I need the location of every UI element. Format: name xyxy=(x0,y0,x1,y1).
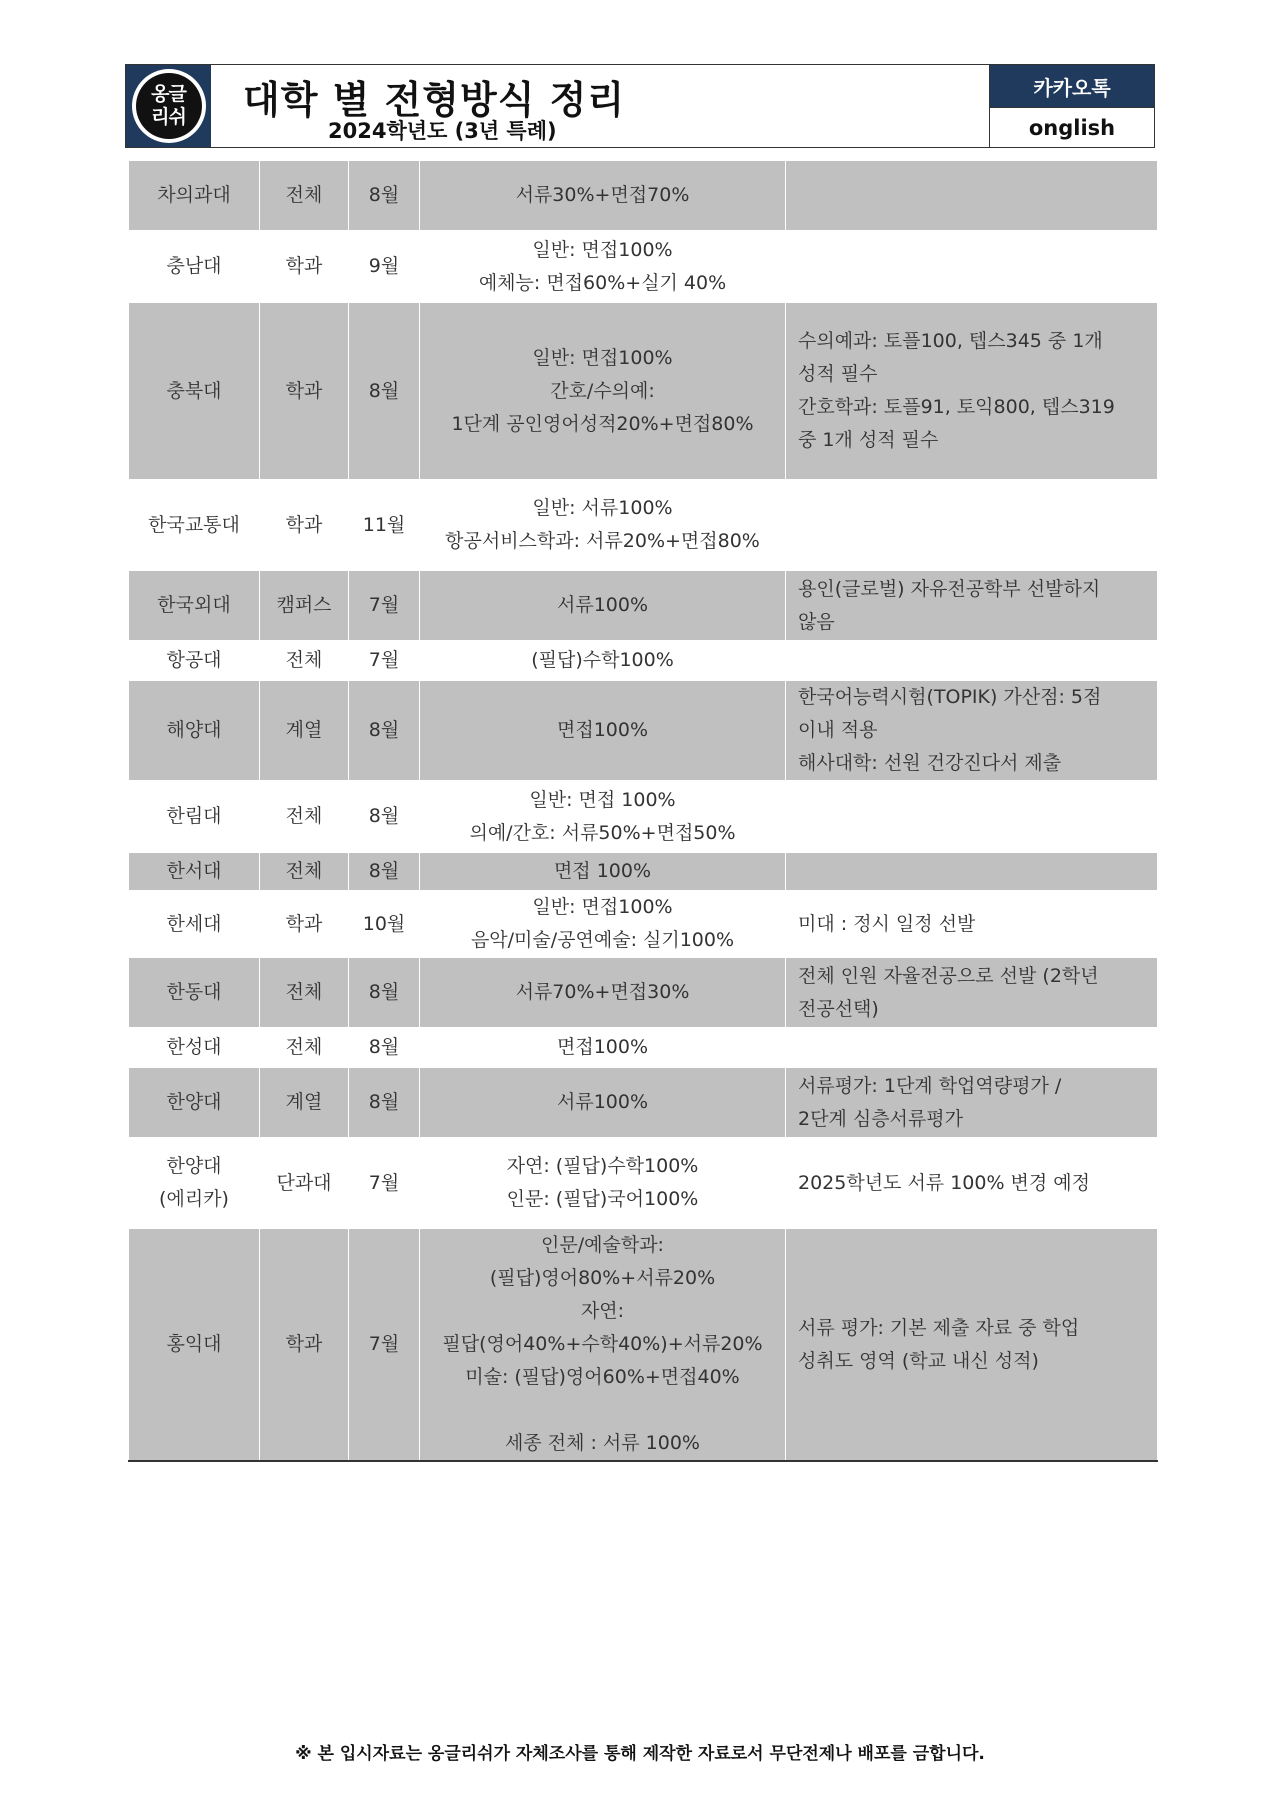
cell-method-line: 항공서비스학과: 서류20%+면접80% xyxy=(445,530,760,552)
cell-university-line: 한국교통대 xyxy=(148,513,240,536)
cell-university-line: 충북대 xyxy=(166,379,222,402)
cell-note-line: 중 1개 성적 필수 xyxy=(798,429,939,451)
page-subtitle: 2024학년도 (3년 특례) xyxy=(328,119,557,143)
cell-note-line: 간호학과: 토플91, 토익800, 텝스319 xyxy=(798,396,1115,418)
cell-month xyxy=(349,681,420,781)
cell-note xyxy=(786,891,1158,958)
cell-method-line: 일반: 면접 100% xyxy=(529,788,676,811)
table-row xyxy=(129,231,1158,303)
cell-unit xyxy=(260,231,349,303)
cell-method-line: 자연: xyxy=(580,1300,625,1322)
table-row xyxy=(129,681,1158,781)
cell-month xyxy=(349,161,420,231)
cell-university-line: 한성대 xyxy=(166,1036,222,1058)
cell-unit xyxy=(260,480,349,571)
cell-university xyxy=(129,1229,260,1462)
cell-note xyxy=(786,161,1158,231)
cell-method-line: 서류70%+면접30% xyxy=(515,981,690,1003)
cell-unit-text: 학과 xyxy=(285,255,323,277)
cell-month-text: 8월 xyxy=(368,379,400,402)
cell-month-text: 9월 xyxy=(368,255,400,277)
cell-university-line: 항공대 xyxy=(166,649,222,671)
cell-note xyxy=(786,1229,1158,1462)
cell-month-text: 8월 xyxy=(368,860,400,882)
logo xyxy=(132,69,206,143)
cell-method-line: 세종 전체 : 서류 100% xyxy=(504,1432,700,1454)
cell-university xyxy=(129,781,260,853)
cell-note-line: 성적 필수 xyxy=(798,363,878,385)
cell-method xyxy=(420,1028,786,1068)
cell-unit-text: 계열 xyxy=(285,1091,323,1113)
logo-mark xyxy=(136,73,202,139)
cell-method-line: 필답(영어40%+수학40%)+서류20% xyxy=(442,1333,763,1355)
cell-unit-text: 전체 xyxy=(285,860,323,882)
cell-note xyxy=(786,853,1158,891)
cell-unit-text: 학과 xyxy=(285,1333,323,1355)
cell-method-line: (필답)수학100% xyxy=(531,649,674,671)
cell-month xyxy=(349,480,420,571)
cell-month xyxy=(349,1229,420,1462)
copyright-notice: ※ 본 입시자료는 옹글리쉬가 자체조사를 통해 제작한 자료로서 무단전제나 배포를 금합니다. xyxy=(295,1744,985,1764)
cell-note xyxy=(786,781,1158,853)
cell-unit-text: 전체 xyxy=(285,649,323,671)
cell-method-line xyxy=(428,1394,777,1427)
cell-method-line: 의예/간호: 서류50%+면접50% xyxy=(469,821,736,844)
cell-month xyxy=(349,891,420,958)
cell-method-line: 미술: (필답)영어60%+면접40% xyxy=(465,1366,740,1388)
cell-university xyxy=(129,853,260,891)
table-row xyxy=(129,161,1158,231)
cell-note-line: 해사대학: 선원 건강진다서 제출 xyxy=(798,752,1062,774)
cell-university-line: 한양대 xyxy=(166,1091,222,1113)
cell-note xyxy=(786,231,1158,303)
logo-line-1: 옹글 xyxy=(151,83,186,105)
table-row xyxy=(129,891,1158,958)
cell-note-line: 2단계 심층서류평가 xyxy=(798,1107,963,1130)
cell-method-line: 일반: 서류100% xyxy=(532,497,673,519)
cell-method-line: 서류100% xyxy=(556,1091,649,1113)
table-row xyxy=(129,480,1158,571)
cell-university-line: 해양대 xyxy=(166,719,222,741)
cell-month-text: 8월 xyxy=(368,719,400,741)
cell-month xyxy=(349,1028,420,1068)
cell-unit-text: 학과 xyxy=(285,379,323,402)
cell-method-line: 면접100% xyxy=(556,1036,649,1058)
admission-table xyxy=(128,160,1158,1462)
cell-university xyxy=(129,571,260,641)
cell-month-text: 7월 xyxy=(368,1171,400,1194)
cell-unit xyxy=(260,303,349,480)
cell-unit xyxy=(260,1138,349,1229)
cell-unit-text: 계열 xyxy=(285,719,323,741)
page-title: 대학 별 전형방식 정리 xyxy=(243,78,626,122)
cell-unit-text: 캠퍼스 xyxy=(276,594,332,616)
cell-note-line: 전체 인원 자율전공으로 선발 (2학년 xyxy=(798,964,1099,987)
cell-unit-text: 단과대 xyxy=(276,1171,332,1194)
cell-month-text: 7월 xyxy=(368,1333,400,1355)
cell-university-line: (에리카) xyxy=(159,1188,229,1210)
cell-month xyxy=(349,1138,420,1229)
cell-method xyxy=(420,571,786,641)
cell-method xyxy=(420,641,786,681)
cell-university-line: 한서대 xyxy=(166,860,222,882)
cell-method-line: 음악/미술/공연예술: 실기100% xyxy=(470,929,735,951)
cell-unit xyxy=(260,853,349,891)
cell-method-line: 일반: 면접100% xyxy=(532,238,673,261)
cell-month xyxy=(349,571,420,641)
cell-method-line: 1단계 공인영어성적20%+면접80% xyxy=(451,412,754,435)
cell-university-line: 한세대 xyxy=(166,912,222,935)
cell-month-text: 7월 xyxy=(368,649,400,671)
table-body xyxy=(129,161,1158,1462)
cell-university xyxy=(129,161,260,231)
cell-method-line: 서류30%+면접70% xyxy=(515,184,690,206)
cell-note-line: 않음 xyxy=(798,610,835,633)
cell-month-text: 11월 xyxy=(362,513,406,536)
cell-university-line: 홍익대 xyxy=(166,1333,222,1355)
cell-university xyxy=(129,303,260,480)
cell-note-line: 전공선택) xyxy=(798,997,879,1020)
cell-method xyxy=(420,231,786,303)
cell-unit xyxy=(260,958,349,1028)
table-row xyxy=(129,1229,1158,1462)
table-row xyxy=(129,641,1158,681)
cell-note-line: 2025학년도 서류 100% 변경 예정 xyxy=(798,1171,1091,1194)
cell-method xyxy=(420,480,786,571)
cell-month-text: 8월 xyxy=(368,1091,400,1113)
cell-university xyxy=(129,641,260,681)
cell-unit-text: 전체 xyxy=(285,981,323,1003)
cell-month xyxy=(349,303,420,480)
cell-note xyxy=(786,1138,1158,1229)
cell-month xyxy=(349,958,420,1028)
cell-university-line: 한양대 xyxy=(166,1155,222,1177)
cell-method xyxy=(420,1068,786,1138)
cell-university-line: 충남대 xyxy=(166,255,222,277)
cell-unit xyxy=(260,641,349,681)
cell-method-line: 서류100% xyxy=(556,594,649,616)
cell-method-line: 인문/예술학과: xyxy=(541,1234,664,1256)
cell-note xyxy=(786,958,1158,1028)
cell-university xyxy=(129,891,260,958)
cell-note-line: 서류평가: 1단계 학업역량평가 / xyxy=(798,1074,1062,1097)
table-row xyxy=(129,303,1158,480)
cell-unit xyxy=(260,161,349,231)
cell-note-line: 용인(글로벌) 자유전공학부 선발하지 xyxy=(798,577,1101,600)
cell-month xyxy=(349,853,420,891)
cell-university-line: 한국외대 xyxy=(157,594,231,616)
cell-method xyxy=(420,1229,786,1462)
cell-university xyxy=(129,1068,260,1138)
cell-method xyxy=(420,891,786,958)
cell-unit-text: 학과 xyxy=(285,912,323,935)
table-row xyxy=(129,853,1158,891)
cell-unit xyxy=(260,1028,349,1068)
cell-method-line: 간호/수의예: xyxy=(550,379,655,402)
table-row xyxy=(129,1138,1158,1229)
cell-method-line: 예체능: 면접60%+실기 40% xyxy=(478,271,727,294)
cell-note xyxy=(786,681,1158,781)
cell-unit xyxy=(260,891,349,958)
table-row xyxy=(129,958,1158,1028)
cell-note xyxy=(786,1068,1158,1138)
table-row xyxy=(129,571,1158,641)
cell-note xyxy=(786,1028,1158,1068)
kakao-label: 카카오톡 xyxy=(990,65,1154,107)
kakao-id: onglish xyxy=(990,107,1154,147)
cell-month-text: 8월 xyxy=(368,184,400,206)
cell-note xyxy=(786,641,1158,681)
cell-month-text: 10월 xyxy=(362,912,406,935)
cell-month xyxy=(349,231,420,303)
cell-method xyxy=(420,681,786,781)
cell-university-line: 차의과대 xyxy=(157,184,231,206)
cell-method xyxy=(420,303,786,480)
cell-note-line: 성취도 영역 (학교 내신 성적) xyxy=(798,1349,1039,1372)
cell-unit xyxy=(260,1068,349,1138)
cell-unit xyxy=(260,571,349,641)
cell-university xyxy=(129,480,260,571)
contact-box xyxy=(989,65,1154,147)
cell-note-line: 서류 평가: 기본 제출 자료 중 학업 xyxy=(798,1316,1080,1339)
cell-university xyxy=(129,1138,260,1229)
cell-university-line: 한림대 xyxy=(166,805,222,827)
cell-note xyxy=(786,571,1158,641)
cell-university xyxy=(129,1028,260,1068)
cell-unit-text: 학과 xyxy=(285,513,323,536)
cell-note xyxy=(786,303,1158,480)
document-header xyxy=(125,64,1155,148)
cell-month xyxy=(349,1068,420,1138)
cell-note-line: 한국어능력시험(TOPIK) 가산점: 5점 xyxy=(798,686,1102,708)
cell-method-line: (필답)영어80%+서류20% xyxy=(489,1267,716,1289)
cell-method-line: 면접 100% xyxy=(553,860,652,882)
cell-unit xyxy=(260,1229,349,1462)
logo-panel xyxy=(126,65,211,147)
cell-method xyxy=(420,958,786,1028)
cell-unit xyxy=(260,681,349,781)
cell-month xyxy=(349,781,420,853)
cell-note-line: 수의예과: 토플100, 텝스345 중 1개 xyxy=(798,330,1103,352)
cell-university xyxy=(129,681,260,781)
cell-university xyxy=(129,231,260,303)
cell-method-line: 자연: (필답)수학100% xyxy=(506,1155,699,1177)
cell-month-text: 7월 xyxy=(368,594,400,616)
title-area xyxy=(211,65,989,147)
table-row xyxy=(129,1068,1158,1138)
table-row xyxy=(129,1028,1158,1068)
table-row xyxy=(129,781,1158,853)
cell-method-line: 면접100% xyxy=(556,719,649,741)
cell-month-text: 8월 xyxy=(368,805,400,827)
cell-university xyxy=(129,958,260,1028)
cell-unit-text: 전체 xyxy=(285,805,323,827)
cell-unit xyxy=(260,781,349,853)
cell-note-line: 이내 적용 xyxy=(798,719,878,741)
cell-university-line: 한동대 xyxy=(166,981,222,1003)
cell-method-line: 일반: 면접100% xyxy=(532,896,673,918)
cell-method xyxy=(420,781,786,853)
cell-method xyxy=(420,853,786,891)
cell-month-text: 8월 xyxy=(368,981,400,1003)
cell-unit-text: 전체 xyxy=(285,184,323,206)
cell-method xyxy=(420,161,786,231)
cell-method-line: 인문: (필답)국어100% xyxy=(506,1188,699,1210)
logo-line-2: 리쉬 xyxy=(151,106,186,128)
cell-month xyxy=(349,641,420,681)
cell-method xyxy=(420,1138,786,1229)
cell-method-line: 일반: 면접100% xyxy=(532,346,673,369)
cell-note xyxy=(786,480,1158,571)
cell-month-text: 8월 xyxy=(368,1036,400,1058)
cell-unit-text: 전체 xyxy=(285,1036,323,1058)
cell-note-line: 미대 : 정시 일정 선발 xyxy=(798,912,976,935)
